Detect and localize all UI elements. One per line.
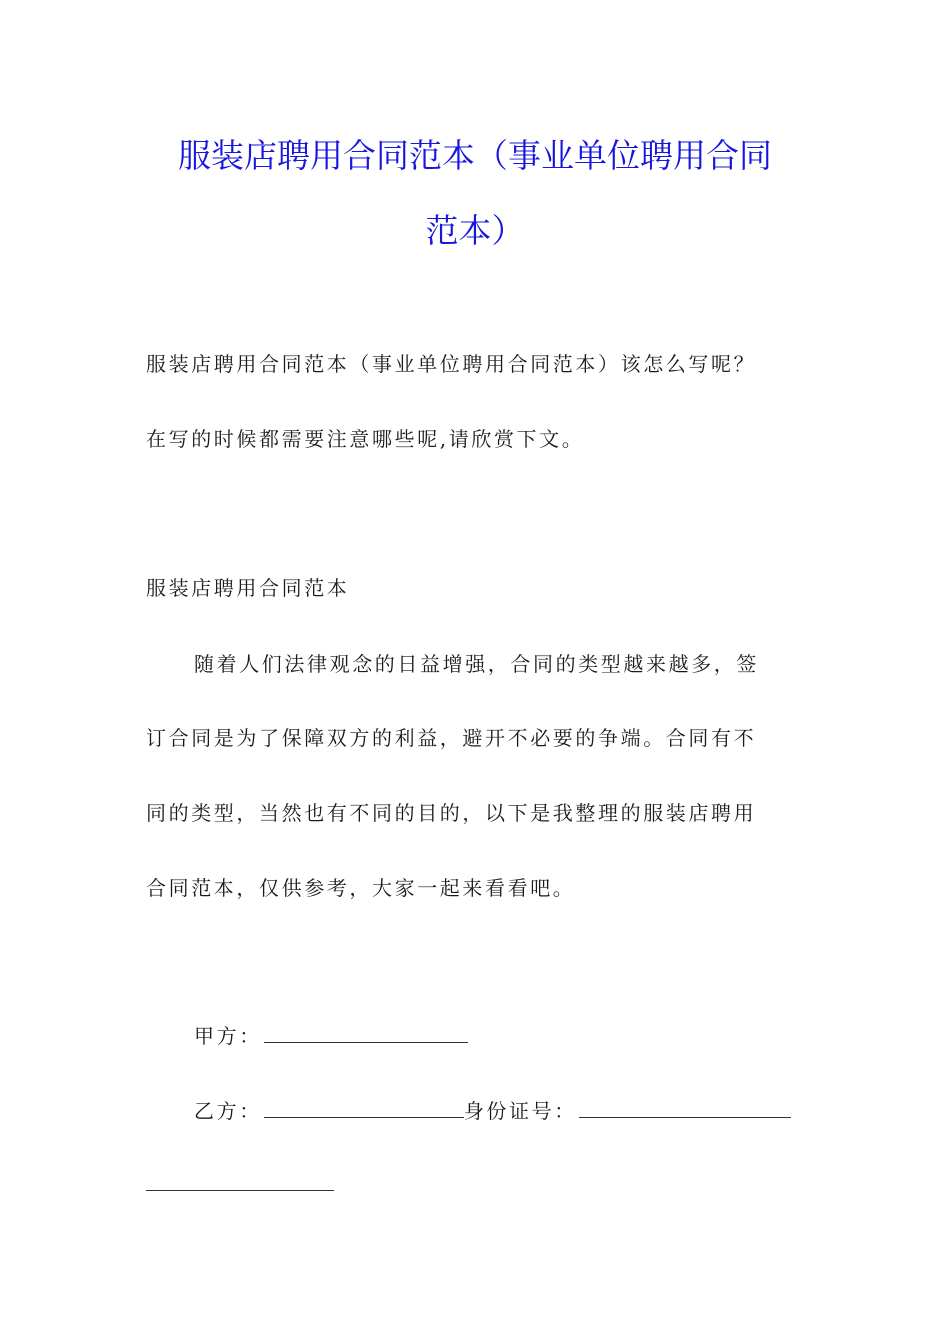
party-b-label: 乙方： — [194, 1099, 262, 1123]
document-title-line-2: 范本） — [425, 211, 525, 250]
intro-line-2: 在写的时候都需要注意哪些呢,请欣赏下文。 — [146, 427, 585, 451]
party-b-blank[interactable] — [264, 1116, 464, 1118]
document-title-line-1: 服装店聘用合同范本（事业单位聘用合同 — [178, 136, 772, 175]
intro-line-1: 服装店聘用合同范本（事业单位聘用合同范本）该怎么写呢？ — [146, 352, 757, 376]
id-number-blank[interactable] — [579, 1116, 791, 1118]
paragraph-line-4: 合同范本，仅供参考，大家一起来看看吧。 — [146, 876, 576, 900]
paragraph-line-1: 随着人们法律观念的日益增强，合同的类型越来越多，签 — [194, 652, 759, 676]
id-number-continuation-blank[interactable] — [146, 1190, 334, 1191]
party-a-label: 甲方： — [194, 1024, 262, 1048]
party-b-row — [194, 1095, 791, 1124]
party-a-row — [194, 1020, 468, 1049]
section-heading: 服装店聘用合同范本 — [146, 576, 350, 600]
id-number-label: 身份证号： — [463, 1099, 577, 1123]
paragraph-line-3: 同的类型，当然也有不同的目的，以下是我整理的服装店聘用 — [146, 801, 757, 825]
party-a-blank[interactable] — [264, 1041, 468, 1043]
paragraph-line-2: 订合同是为了保障双方的利益，避开不必要的争端。合同有不 — [146, 726, 757, 750]
